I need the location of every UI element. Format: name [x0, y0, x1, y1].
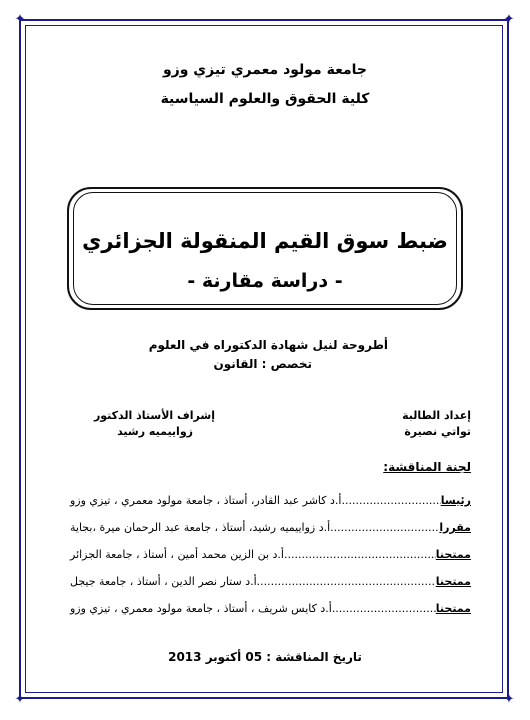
- thesis-specialty: تخصص : القانون: [213, 357, 312, 371]
- thesis-subtitle: - دراسة مقارنة -: [187, 270, 343, 292]
- frame-corner-ornament-icon: ✦: [14, 12, 26, 27]
- member-name: أ.د ستار نصر الدين ، أستاذ ، جامعة جيجل: [70, 575, 257, 588]
- leader-dots: [341, 494, 440, 507]
- member-name: أ.د كايس شريف ، أستاذ ، جامعة مولود معمري ، تيزي وزو: [70, 602, 332, 615]
- thesis-purpose: أطروحة لنيل شهادة الدكتوراه في العلوم: [148, 338, 388, 352]
- leader-dots: [257, 575, 436, 588]
- frame-corner-ornament-icon: ✦: [503, 12, 515, 27]
- member-role: ممتحنا: [435, 575, 471, 588]
- faculty-name: كلية الحقوق والعلوم السياسية: [160, 91, 370, 107]
- member-role: مقررا: [439, 521, 471, 534]
- member-name: أ.د زواييميه رشيد، أستاذ ، جامعة عبد الرحمان ميرة ،بجاية: [70, 521, 331, 534]
- supervisor-name: زواييميه رشيد: [117, 425, 193, 438]
- leader-dots: [284, 548, 436, 561]
- leader-dots: [330, 521, 439, 534]
- member-role: رئيسا: [440, 494, 471, 507]
- defense-date: تاريخ المناقشة : 05 أكتوبر 2013: [168, 650, 362, 664]
- thesis-title: ضبط سوق القيم المنقولة الجزائري: [82, 229, 448, 253]
- committee-member-row: [70, 575, 471, 593]
- committee-member-row: [70, 602, 471, 620]
- supervisor-label: إشراف الأستاذ الدكتور: [93, 409, 215, 422]
- committee-member-row: [70, 521, 471, 539]
- committee-heading: لجنة المناقشة:: [383, 460, 471, 474]
- member-role: ممتحنا: [435, 602, 471, 615]
- member-name: أ.د كاشر عبد القادر، أستاذ ، جامعة مولود معمري ، تيزي وزو: [70, 494, 342, 507]
- leader-dots: [332, 602, 436, 615]
- committee-member-row: [70, 494, 471, 512]
- prepared-by-label: إعداد الطالبة: [402, 409, 471, 422]
- member-name: أ.د بن الزين محمد أمين ، أستاذ ، جامعة الجزائر: [70, 548, 284, 561]
- frame-corner-ornament-icon: ✦: [503, 692, 515, 707]
- member-role: ممتحنا: [435, 548, 471, 561]
- frame-corner-ornament-icon: ✦: [14, 692, 26, 707]
- university-name: جامعة مولود معمري تيزي وزو: [162, 62, 368, 78]
- student-name: تواتي نصيرة: [404, 425, 471, 438]
- committee-member-row: [70, 548, 471, 566]
